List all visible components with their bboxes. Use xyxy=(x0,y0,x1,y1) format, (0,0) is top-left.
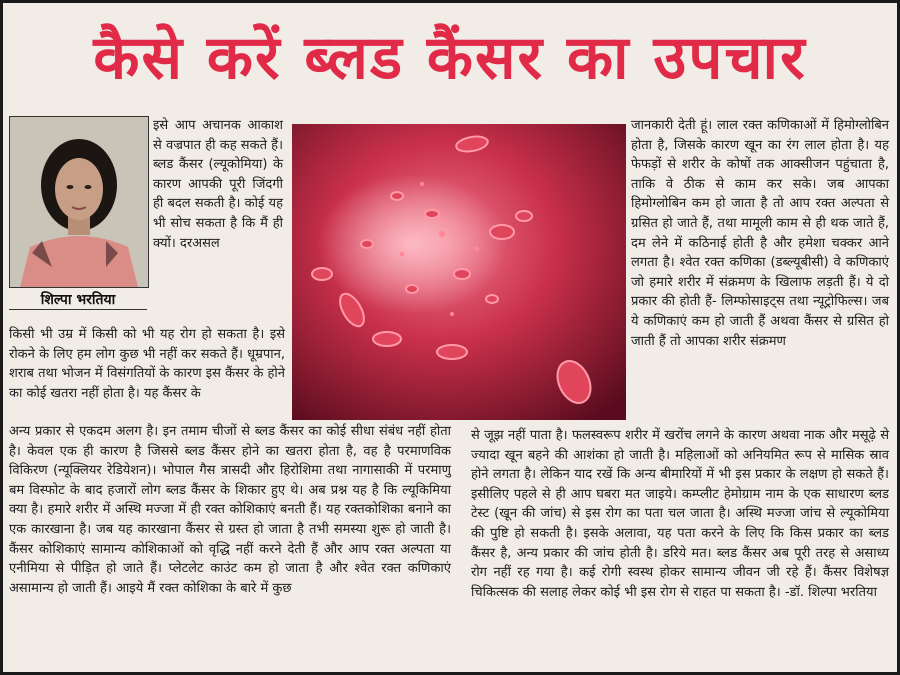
article-text-col1-middle: किसी भी उम्र में किसी को भी यह रोग हो सकता है। इसे रोकने के लिए हम लोग कुछ भी नहीं कर सकते हैं। धूम्रपान, शराब तथा भोजन में विसंगतियों के कारण इस कैंसर के होने का कोई खतरा नहीं होता है। यह कैंसर के xyxy=(9,327,285,401)
article-text-col3-top: जानकारी देती हूं। लाल रक्त कणिकाओं में हिमोग्लोबिन होता है, जिसके कारण खून का रंग लाल होता है। यह फेफड़ों से शरीर के कोषों तक आक्सीजन पहुंचाता है, ताकि वे ठीक से काम कर सके। जब आपका हिमोग्लोबिन कम हो जाता है तो आप रक्त अल्पता से ग्रसित हो जाते हैं, तथा मामूली काम से ही थक जाते हैं, दम लेने में कठिनाई होती है और हमेशा चक्कर आने लगता है। श्वेत रक्त कणिका (डब्ल्यूबीसी) वे कणिकाएं जो हमारे शरीर में संक्रमण के खिलाफ लड़ती हैं। ये दो प्रकार की होती हैं- लिम्फोसाइट्स तथा न्यूट्रोफिल्स। जब ये कणिकाएं कम हो जाती हैं अथवा कैंसर से ग्रसित हो जाती हैं तो आपका शरीर संक्रमण xyxy=(631,118,889,349)
photo-caption: शिल्पा भरतिया xyxy=(40,292,116,308)
newspaper-clipping xyxy=(3,3,897,672)
article-text-col3-bottom: से जूझ नहीं पाता है। फलस्वरूप शरीर में खरोंच लगने के कारण अथवा नाक और मसूढ़े से ज्यादा खून बहने की आशंका हो जाती है। महिलाओं को अनियमित रूप से मासिक स्राव होने लगता है। लेकिन याद रखें कि अन्य बीमारियों में भी इस प्रकार के लक्षण हो सकते हैं। इसीलिए पहले से ही आप घबरा मत जाइये। कम्प्लीट हेमोग्राम नाम के एक साधारण ब्लड टेस्ट (खून की जांच) से इस रोग का पता चल जाता है। अस्थि मज्जा जांच से ल्यूकोमिया की पुष्टि हो सकती है। इसके अलावा, यह पता करने के लिए कि किस प्रकार का ब्लड कैंसर है, अन्य प्रकार की जांच होती है। डरिये मत। ब्लड कैंसर अब पूरी तरह से असाध्य रोग नहीं रह गया है। कई रोगी स्वस्थ होकर सामान्य जीवन जी रहे हैं। कैंसर विशेषज्ञ चिकित्सक की सलाह लेकर कोई भी इस रोग से राहत पा सकता है। -डॉ. शिल्पा भरतिया xyxy=(471,428,889,600)
blood-cells-illustration xyxy=(292,124,626,420)
caption-divider xyxy=(9,309,147,310)
article-text-col1-bottom: अन्य प्रकार से एकदम अलग है। इन तमाम चीजों से ब्लड कैंसर का कोई सीधा संबंध नहीं होता है। केवल एक ही कारण है जिससे ब्लड कैंसर होने का खतरा होता है, वह है परमाणविक विकिरण (न्यूक्लियर रेडियेशन)। भोपाल गैस त्रासदी और हिरोशिमा तथा नागासाकी में परमाणु बम विस्फोट के बाद हजारों लोग ब्लड कैंसर के शिकार हुए थे। अब प्रश्न यह है कि ल्यूकिमिया क्या है। हमारे शरीर में अस्थि मज्जा में ही रक्त कोशिकाएं बनती हैं। यह रक्तकोशिका बनाने का एक कारखाना है। जब यह कारखाना कैंसर से ग्रस्त हो जाता है तभी समस्या शुरू हो जाती है। कैंसर कोशिकाएं सामान्य कोशिकाओं को वृद्धि नहीं करने देती हैं और आप रक्त अल्पता या एनीमिया से पीड़ित हो जाते हैं। प्लेटलेट काउंट कम हो जाता है और श्वेत रक्त कणिकाएं असामान्य हो जाती हैं। आइये मैं रक्त कोशिका के बारे में कुछ xyxy=(9,424,451,596)
author-photo xyxy=(9,116,149,288)
article-text-col1-top: इसे आप अचानक आकाश से वज्रपात ही कह सकते हैं। ब्लड कैंसर (ल्यूकोमिया) के कारण आपकी पूरी जिंदगी ही बदल सकती है। कोई यह भी सोच सकता है कि मैं ही क्यों। दरअसल xyxy=(153,118,283,251)
headline: कैसे करें ब्लड कैंसर का उपचार xyxy=(93,23,807,93)
